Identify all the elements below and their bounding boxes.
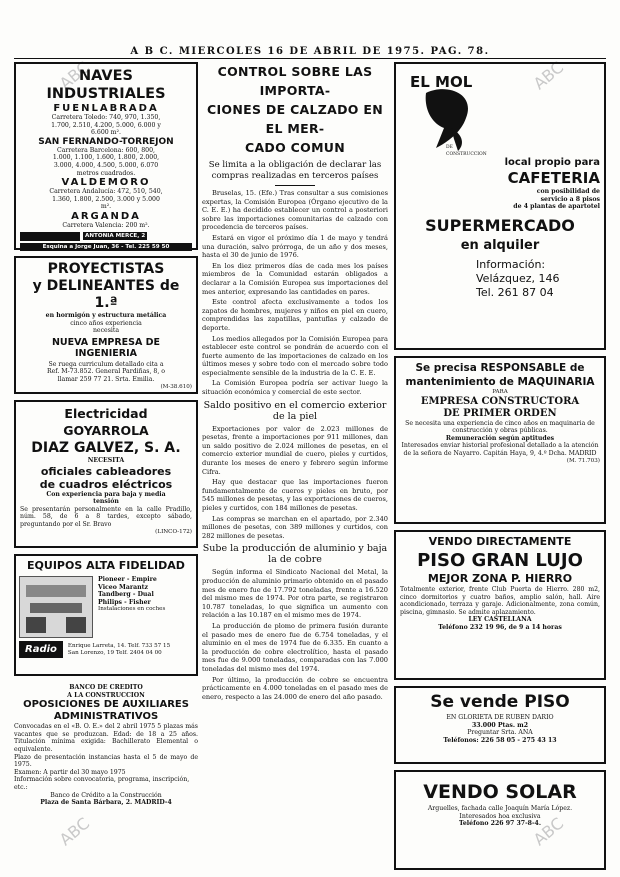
stereo-photo <box>19 576 93 638</box>
article-paragraph: Bruselas, 15. (Efe.) Tras consultar a sus comisiones expertas, la Comisión Europea (Órgano ejecutivo de la C. E. E.) ha decidido establecer un control a posteriori sobre las importaciones comunitarias de calzado con procedencia de terceros países. <box>202 189 388 232</box>
ad-text: m². <box>100 203 112 211</box>
ad-text: Plaza de Santa Bárbara, 2. MADRID-4 <box>40 799 172 807</box>
ad-price: 33.000 Ptas. m2 <box>472 721 528 729</box>
ad-text: metros cuadrados. <box>76 169 136 177</box>
column-middle <box>202 62 388 872</box>
ad-text: tensión <box>93 498 119 506</box>
ad-phone: Teléfonos: 226 58 05 - 275 43 13 <box>443 736 557 744</box>
article-paragraph: Este control afecta exclusivamente a todos los zapatos de hombres, mujeres y niños en piel en cuero, comprendidas las zapatillas, pantuflas y calzado de deporte. <box>202 298 388 332</box>
ad-text: Preguntar Srta. ANA <box>467 729 533 737</box>
radio-logo: Radio <box>19 641 63 658</box>
header-rule <box>14 58 606 59</box>
article-paragraph: Según informa el Sindicato Nacional del Metal, la producción de aluminio primario obtenido en el pasado mes de enero fue de 17.792 toneladas, frente a 16.520 del mismo mes de 1974. Por otra parte, se registraron 10.787 toneladas, lo que significa un aumento con relación a las 10.187 en el mismo mes de 1974. <box>202 568 388 620</box>
ad-responsable <box>394 356 606 524</box>
ad-text: en hormigón y estructura metálica <box>45 312 167 319</box>
ad-equipos <box>14 554 198 676</box>
ad-phone: Teléfono 226 97 37-8-4. <box>458 820 542 828</box>
ad-text: Carretera Barcelona: 600, 800, <box>56 146 156 154</box>
ad-subtitle: de cuadros eléctricos <box>39 477 173 491</box>
ad-text: Plazo de presentación instancias hasta el 5 de mayo de 1975. <box>14 753 198 769</box>
ad-title: NAVES INDUSTRIALES <box>46 68 166 102</box>
ad-title: MEJOR ZONA P. HIERRO <box>427 572 573 585</box>
ad-text: Con experiencia para baja y media <box>46 490 166 498</box>
elmol-logo-row <box>406 73 600 157</box>
ad-text: llamar 259 77 21. Srta. Emilia. <box>57 375 155 383</box>
ad-text: Carretera Andalucía: 472, 510, 540, <box>49 188 163 196</box>
ad-note: Instalaciones en coches <box>98 606 166 613</box>
ad-company: EMPRESA CONSTRUCTORA <box>420 395 580 407</box>
ad-title: y DELINEANTES de 1.ª <box>32 278 180 311</box>
ad-title: PISO GRAN LUJO <box>417 550 583 571</box>
brand-list <box>98 576 193 638</box>
ad-text: Interesados hoa exclusiva <box>459 812 541 820</box>
ad-text: servicio a 8 pisos <box>540 195 600 203</box>
ad-text: Arguelles, fachada calle Joaquín María López. <box>427 805 573 812</box>
ad-text: Banco de Crédito a la Construcción <box>50 791 162 799</box>
ad-address: Enrique Larreta, 14. Telf. 733 57 15 <box>67 642 171 649</box>
divider <box>275 185 315 186</box>
article-title: CONTROL SOBRE LAS IMPORTA- <box>217 64 373 98</box>
ad-elmol <box>394 62 606 350</box>
ad-title: VENDO SOLAR <box>423 781 577 803</box>
brand-item: Viceo Marantz <box>98 583 149 591</box>
brand-item: Tandberg - Dual <box>98 591 154 599</box>
ad-title: ADMINISTRATIVOS <box>53 711 159 723</box>
ad-text: Totalmente exterior, frente Club Puerta de Hierro. 280 m2, cinco dormitorios y cuatro baños, amplio salón, hall. Aire acondicionado, terraza y garaje. Adicionalmente, zona común, piscina, gimnasio. Se admite aplazamiento. <box>400 586 600 616</box>
ad-title: DIAZ GALVEZ, S. A. <box>31 440 181 456</box>
ad-text: Examen: A partir del 30 mayo 1975 <box>14 768 126 776</box>
ad-text: de 4 plantas de apartotel <box>513 203 600 211</box>
ad-phone: Tel. 261 87 04 <box>476 285 554 299</box>
ad-brand: ANTONIA MERCE, 2 <box>85 233 146 240</box>
ad-text: Información: <box>476 257 546 271</box>
ad-phone: Teléfono 232 19 96, de 9 a 14 horas <box>438 623 562 631</box>
ad-proyectistas <box>14 256 198 394</box>
ad-text: 3.000, 4.000, 4.500, 5.000, 6.070 <box>53 161 159 169</box>
watermark: ABC <box>529 57 568 94</box>
ad-subtitle: oficiales cableadores <box>40 464 172 478</box>
ad-banco-credito <box>14 682 198 809</box>
ad-text: 1.000, 1.100, 1.600, 1.800, 2.000, <box>52 154 160 162</box>
elmol-logo <box>406 73 488 157</box>
ad-title: CAFETERIA <box>507 169 600 187</box>
ad-title: Se precisa RESPONSABLE de <box>415 362 585 374</box>
ad-text: EN GLORIETA DE RUBEN DARIO <box>446 714 554 721</box>
ad-title: Electricidad GOYARROLA <box>63 406 149 438</box>
article-paragraph: La producción de plomo de primera fusión durante el pasado mes de enero fue de 6.754 toneladas, y el aluminio en el mes de 1974 fue de 6.335. En cuanto a la producción de cobre electrolítico, hasta el pasado mes fue de 9.000 toneladas, comparadas con las 7.000 toneladas del mismo mes del 1974. <box>202 621 388 673</box>
ad-text: 1.700, 2.510, 4.200, 5.000, 6.000 y <box>51 121 161 129</box>
ad-text: Interesados enviar historial profesional detallado a la atención de la señora de Nayarro. Capitán Haya, 9, 4.º Dcha. MADRID <box>401 442 599 457</box>
ad-title: SUPERMERCADO <box>425 215 575 235</box>
ad-naves-industriales <box>14 62 198 250</box>
brand-item: Philips - Fisher <box>98 598 151 606</box>
section-heading: Saldo positivo en el comercio exterior de la piel <box>203 399 387 422</box>
ad-ref: (LINCO-172) <box>155 528 192 535</box>
article-paragraph: Hay que destacar que las importaciones fueron fundamentalmente de cueros y pieles en bruto, por 545 millones de pesetas, y las exportaciones de cueros, pieles y curtidos, con 184 millones de pesetas. <box>202 478 388 512</box>
ad-location: FUENLABRADA <box>53 103 159 114</box>
column-left <box>14 62 198 872</box>
article-subhead: Se limita a la obligación de declarar las compras realizadas en terceros países <box>208 160 382 181</box>
ad-location: ARGANDA <box>71 210 141 222</box>
ad-text: A LA CONSTRUCCION <box>67 691 145 699</box>
ad-piso-gran-lujo <box>394 530 606 680</box>
ad-text: Convocadas en el «B. O. E.» del 2 abril 1975 5 plazas más vacantes que se produzcan. Edad: de 18 a 25 años. Titulación mínima exigida: Bachillerato Elemental o equivalente. <box>14 723 198 753</box>
ad-text: Carretera Toledo: 740, 970, 1.350, <box>51 114 161 121</box>
ad-text: LEY CASTELLANA <box>468 616 532 624</box>
article-paragraph: Por último, la producción de cobre se encuentra prácticamente en 4.000 toneladas en el pasado mes de enero, respecto a las 24.000 de enero del año pasado. <box>202 675 388 701</box>
column-right <box>394 62 606 872</box>
article-title: CADO COMUN <box>244 140 346 155</box>
ad-location: SAN FERNANDO-TORREJON <box>38 136 174 147</box>
brand-logo-block <box>20 232 80 241</box>
ad-text: 6.600 m². <box>91 129 121 137</box>
ad-text: NECESITA <box>87 457 125 464</box>
brand-item: Pioneer - Empire <box>98 576 157 583</box>
ad-text: Ref. M-73.852. General Pardiñas, 8, o <box>46 368 166 376</box>
ad-title: VENDO DIRECTAMENTE <box>428 535 572 548</box>
ad-text: Se presentarán personalmente en la calle Pradillo, núm. 58, de 6 a 8 tardes, excepto sábado, preguntando por el Sr. Bravo <box>20 505 192 528</box>
ad-address: Velázquez, 146 <box>476 271 560 285</box>
ad-text: cinco años experiencia <box>70 319 142 327</box>
article-paragraph: Los medios allegados por la Comisión Europea para establecer este control se pondrán de acuerdo con el fuerte aumento de las importaciones de calzado en los últimos meses y sobre todo con el mercado sobre todo especialmente sensible de la industria de la C. E. E. <box>202 334 388 377</box>
ad-brand-row <box>20 232 192 241</box>
ad-ref: (M-38.610) <box>160 383 192 390</box>
ad-text: necesita <box>92 327 120 335</box>
ad-text: Información sobre convocatoria, programa, inscripción, etc.: <box>14 776 190 791</box>
ad-electricidad <box>14 400 198 548</box>
article-paragraph: Exportaciones por valor de 2.023 millones de pesetas, frente a importaciones por 911 millones, dan un saldo positivo de 2.024 millones de pesetas, en el comercio exterior mundial de cuero, pieles y curtidos, durante los meses de enero y febrero según informe Cifra. <box>202 424 388 476</box>
ad-equipos-body <box>19 576 193 638</box>
ad-text: local propio para <box>504 157 600 168</box>
ad-title: OPOSICIONES DE AUXILIARES <box>23 699 189 711</box>
ad-title: PROYECTISTAS <box>47 261 165 277</box>
ad-address-bar: Esquina a Jorge Juan, 36 - Tel. 225 59 50 <box>20 243 192 251</box>
ad-address: San Lorenzo, 19 Telf. 2404 04 00 <box>67 649 162 656</box>
ad-vendo-solar <box>394 770 606 870</box>
article-paragraph: En los diez primeros días de cada mes los países miembros de la Comunidad estarán obligados a declarar a la Comisión Europea sus importaciones del mes anterior, expresando las cantidades en pares. <box>202 261 388 296</box>
ad-title: EQUIPOS ALTA FIDELIDAD <box>27 559 185 572</box>
article-paragraph: La Comisión Europea podría ser activar luego la situación económica y comercial de este sector. <box>202 379 388 397</box>
ad-text: BANCO DE CREDITO <box>69 684 143 691</box>
article-paragraph: Las compras se marchan en el apartado, por 2.340 millones de pesetas, con 389 millones y curtidos, con 282 millones de pesetas. <box>202 514 388 540</box>
article-paragraph: Estará en vigor el próximo día 1 de mayo y tendrá una duración, salvo prórroga, de un año y dos meses, hasta el 30 de junio de 1976. <box>202 233 388 260</box>
page-header: A B C. MIERCOLES 16 DE ABRIL DE 1975. PAG. 78. <box>130 46 490 57</box>
ad-ref: (M. 71.703) <box>566 457 600 464</box>
ad-company: NUEVA EMPRESA DE INGENIERIA <box>51 336 161 359</box>
ad-title: en alquiler <box>460 237 540 253</box>
watermark: ABC <box>529 813 568 850</box>
elmol-brand: EL MOL <box>410 73 473 91</box>
article-title: CIONES DE CALZADO EN EL MER- <box>207 102 383 136</box>
ad-text: Remuneración según aptitudes <box>445 434 555 442</box>
ad-company: DE PRIMER ORDEN <box>443 407 557 419</box>
ad-title: Se vende PISO <box>430 692 570 712</box>
ad-location: VALDEMORO <box>61 177 151 189</box>
stereo-illustration <box>20 577 92 637</box>
ad-text: Se ruega curriculum detallado cita a <box>48 360 164 368</box>
section-heading: Sube la producción de aluminio y baja la de cobre <box>202 543 388 566</box>
ad-text: Se necesita una experiencia de cinco años en maquinaria de construcción y obras públicas. <box>405 419 595 435</box>
watermark: ABC <box>55 813 94 850</box>
elmol-small: DE CONSTRUCCION <box>446 145 487 157</box>
ad-text: PARA <box>492 389 508 395</box>
ad-text: Carretera Valencia: 200 m². <box>62 221 150 229</box>
ad-title: mantenimiento de MAQUINARIA <box>405 376 595 388</box>
watermark: ABC <box>55 57 94 94</box>
ad-equipos-footer <box>19 641 193 658</box>
ad-text: con posibilidad de <box>536 188 600 195</box>
ad-text: 1.360, 1.800, 2.500, 3.000 y 5.000 <box>52 195 160 203</box>
ad-se-vende-piso <box>394 686 606 764</box>
